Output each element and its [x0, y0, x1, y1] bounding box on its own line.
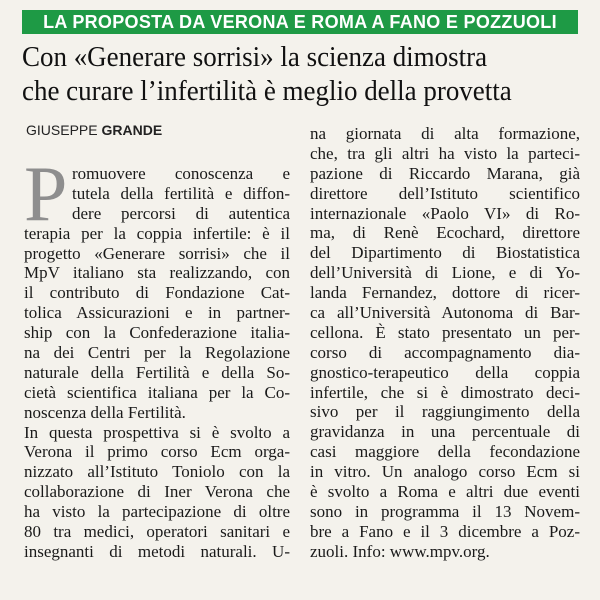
- article-line: Verona il primo corso Ecm orga-: [24, 442, 290, 462]
- article-line: del Dipartimento di Biostatistica: [310, 243, 580, 263]
- article-line: in vitro. Un analogo corso Ecm si: [310, 462, 580, 482]
- article-line: infertile, che si è dimostrato deci-: [310, 382, 580, 402]
- article-line: naturale della Fertilità e della So-: [24, 362, 290, 382]
- headline: [22, 40, 539, 108]
- article-line: sono in programma il 13 Novem-: [310, 501, 580, 521]
- article-line: progetto «Generare sorrisi» che il: [24, 243, 290, 263]
- article-line: MpV italiano sta realizzando, con: [24, 263, 290, 283]
- article-line: 80 tra medici, operatori sanitari e: [24, 522, 290, 542]
- byline-last-name: GRANDE: [101, 122, 163, 138]
- article-line: zuoli. Info: www.mpv.org.: [310, 541, 490, 561]
- article-line: che, tra gli altri ha visto la parteci-: [310, 143, 580, 163]
- article-line: casi maggiore della fecondazione: [310, 442, 580, 462]
- article-line: ca all’Università Autonoma di Bar-: [310, 303, 580, 323]
- byline: [26, 122, 162, 138]
- article-line: nizzato all’Istituto Toniolo con la: [24, 462, 290, 482]
- article-line: gnostico-terapeutico della coppia: [310, 362, 580, 382]
- article-line: sivo per il raggiungimento della: [310, 402, 580, 422]
- article-line: tutela della fertilità e diffon-: [72, 183, 290, 203]
- article-line: In questa prospettiva si è svolto a: [24, 422, 290, 442]
- headline-line-1: Con «Generare sorrisi» la scienza dimostra: [22, 41, 488, 73]
- article-line: tolica Assicurazioni e in partner-: [24, 303, 290, 323]
- headline-line-2: che curare l’infertilità è meglio della provetta: [22, 75, 512, 107]
- article-line: cellona. È stato presentato un per-: [310, 322, 580, 342]
- article-line: corso di accompagnamento dia-: [310, 342, 580, 362]
- article-line: ma, di Renè Ecochard, direttore: [310, 223, 580, 243]
- article-column-left: [24, 150, 290, 562]
- article-line: landa Fernandez, dottore di ricer-: [310, 283, 580, 303]
- article-line: pazione di Riccardo Marana, già: [310, 163, 580, 183]
- article-line: direttore dell’Istituto scientifico: [310, 183, 580, 203]
- article-line: bre a Fano e il 3 dicembre a Poz-: [310, 521, 580, 541]
- article-line: terapia per la coppia infertile: è il: [24, 223, 290, 243]
- article-line: dell’Università di Lione, e di Yo-: [310, 263, 580, 283]
- article-line: il contributo di Fondazione Cat-: [24, 283, 290, 303]
- article-line: na giornata di alta formazione,: [310, 124, 580, 143]
- article-line: ship con la Confederazione italia-: [24, 323, 290, 343]
- article-line: dere percorsi di autentica: [72, 203, 290, 223]
- article-line: insegnanti di metodi naturali. U-: [24, 541, 290, 561]
- article-line: cietà scientifica italiana per la Co-: [24, 382, 290, 402]
- drop-cap: P: [24, 150, 68, 237]
- kicker-text: LA PROPOSTA DA VERONA E ROMA A FANO E POZZUOLI: [43, 11, 557, 32]
- article-line: gravidanza in una percentuale di: [310, 422, 580, 442]
- article-line: collaborazione di Iner Verona che: [24, 482, 290, 502]
- article-line: internazionale «Paolo VI» di Ro-: [310, 203, 580, 223]
- article-line: na dei Centri per la Regolazione: [24, 343, 290, 363]
- article-line: noscenza della Fertilità.: [24, 402, 186, 422]
- article-column-right: [310, 124, 580, 562]
- article-line: ha visto la partecipazione di oltre: [24, 502, 290, 522]
- byline-first-name: GIUSEPPE: [26, 122, 98, 138]
- article-line: è svolto a Roma e altri due eventi: [310, 482, 580, 502]
- article-line: romuovere conoscenza e: [72, 164, 290, 183]
- kicker-bar: [22, 10, 578, 34]
